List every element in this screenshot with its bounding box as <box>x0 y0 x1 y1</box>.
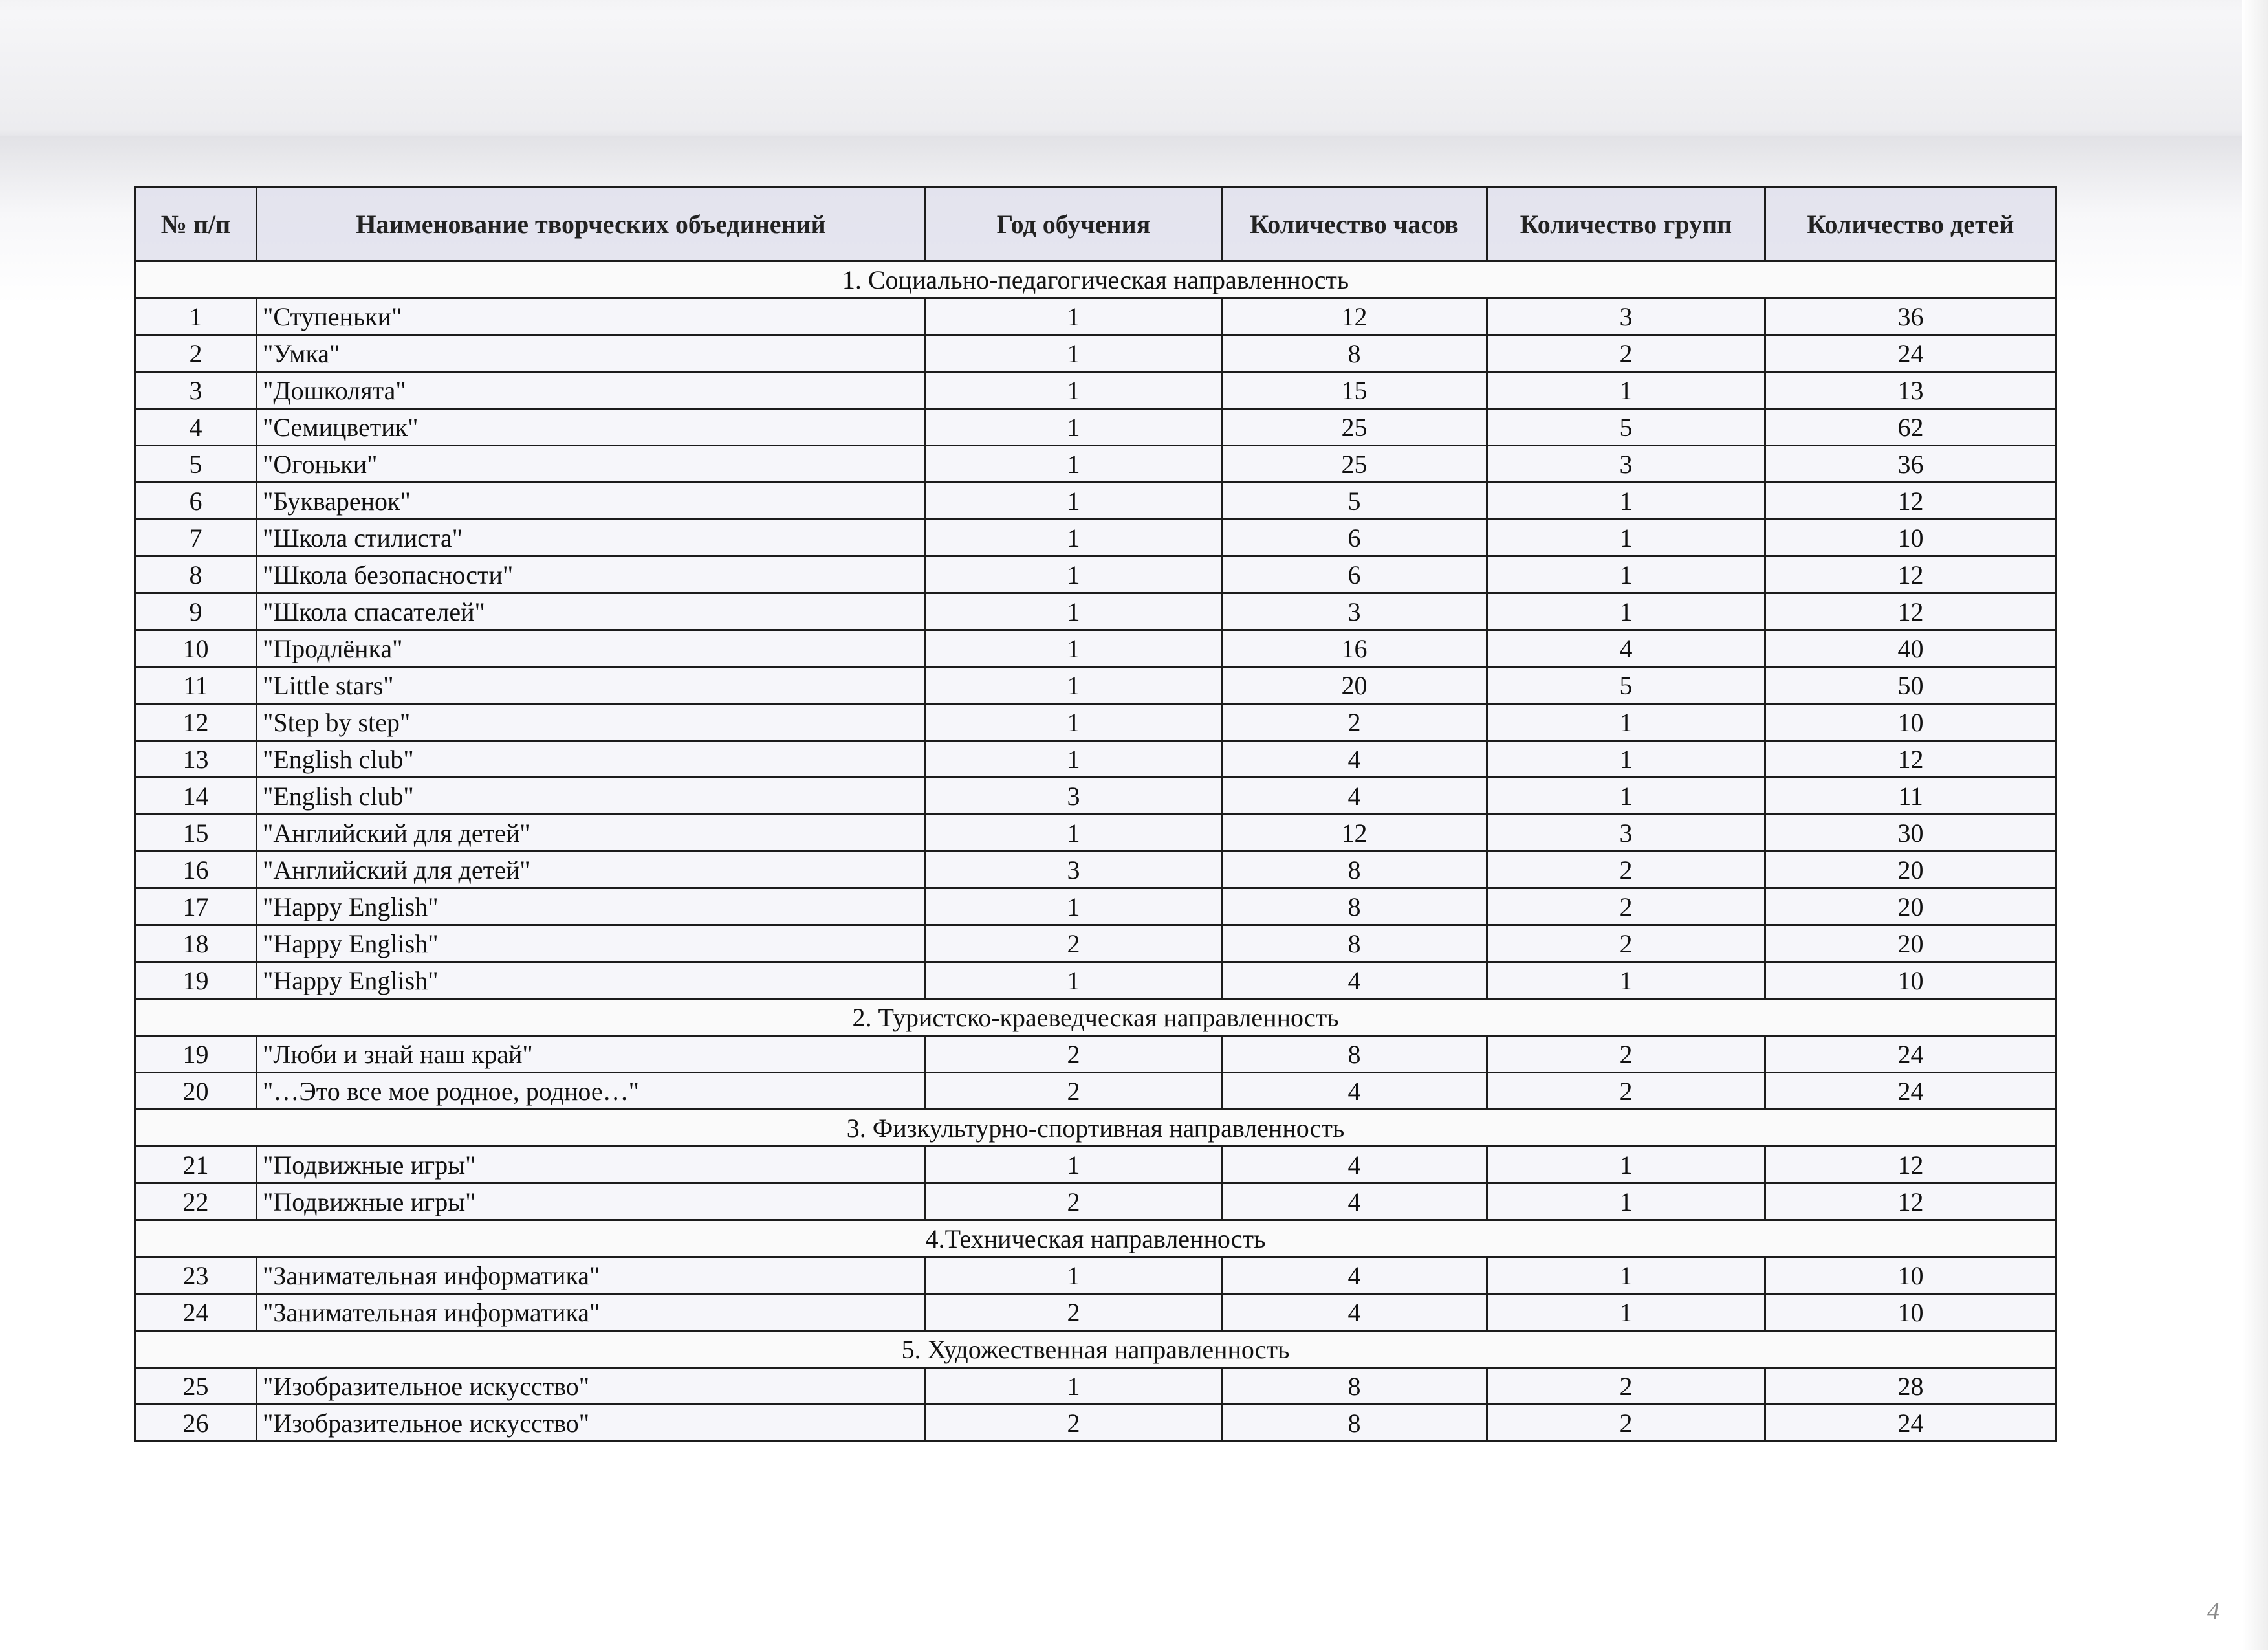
cell-children: 12 <box>1765 556 2056 593</box>
cell-groups: 4 <box>1487 630 1765 667</box>
cell-children: 12 <box>1765 483 2056 520</box>
cell-year: 2 <box>926 1036 1222 1073</box>
cell-name: "Little stars" <box>257 667 926 704</box>
cell-children: 40 <box>1765 630 2056 667</box>
cell-hours: 3 <box>1222 593 1487 630</box>
cell-number: 17 <box>135 888 257 925</box>
cell-name: "Подвижные игры" <box>257 1147 926 1183</box>
cell-number: 8 <box>135 556 257 593</box>
cell-hours: 4 <box>1222 741 1487 778</box>
section-row <box>135 1110 2056 1147</box>
cell-number: 4 <box>135 409 257 446</box>
cell-year: 1 <box>926 409 1222 446</box>
cell-groups: 1 <box>1487 704 1765 741</box>
header-children: Количество детей <box>1765 187 2056 261</box>
cell-year: 1 <box>926 630 1222 667</box>
cell-hours: 4 <box>1222 1147 1487 1183</box>
cell-hours: 25 <box>1222 446 1487 483</box>
table-row <box>135 1036 2056 1073</box>
cell-number: 6 <box>135 483 257 520</box>
cell-hours: 8 <box>1222 335 1487 372</box>
cell-children: 62 <box>1765 409 2056 446</box>
cell-name: "Подвижные игры" <box>257 1183 926 1220</box>
cell-children: 24 <box>1765 335 2056 372</box>
cell-year: 1 <box>926 593 1222 630</box>
cell-year: 1 <box>926 372 1222 409</box>
table-row <box>135 888 2056 925</box>
cell-number: 26 <box>135 1405 257 1442</box>
cell-children: 10 <box>1765 1257 2056 1294</box>
table-row <box>135 1147 2056 1183</box>
table-row <box>135 925 2056 962</box>
cell-year: 3 <box>926 852 1222 888</box>
cell-groups: 1 <box>1487 1257 1765 1294</box>
table-row <box>135 1073 2056 1110</box>
table-row <box>135 483 2056 520</box>
cell-number: 3 <box>135 372 257 409</box>
cell-number: 22 <box>135 1183 257 1220</box>
cell-children: 11 <box>1765 778 2056 815</box>
cell-groups: 1 <box>1487 556 1765 593</box>
cell-children: 24 <box>1765 1405 2056 1442</box>
cell-groups: 3 <box>1487 815 1765 852</box>
cell-groups: 2 <box>1487 1073 1765 1110</box>
cell-year: 1 <box>926 520 1222 556</box>
cell-groups: 1 <box>1487 520 1765 556</box>
cell-name: "Огоньки" <box>257 446 926 483</box>
cell-number: 20 <box>135 1073 257 1110</box>
cell-name: "Школа спасателей" <box>257 593 926 630</box>
cell-groups: 2 <box>1487 1405 1765 1442</box>
table-row <box>135 741 2056 778</box>
section-title: 4.Техническая направленность <box>135 1220 2056 1257</box>
cell-children: 13 <box>1765 372 2056 409</box>
table-row <box>135 1368 2056 1405</box>
section-row <box>135 1220 2056 1257</box>
cell-year: 1 <box>926 741 1222 778</box>
table-row <box>135 409 2056 446</box>
cell-children: 12 <box>1765 741 2056 778</box>
cell-number: 14 <box>135 778 257 815</box>
cell-groups: 2 <box>1487 925 1765 962</box>
cell-groups: 1 <box>1487 1147 1765 1183</box>
header-name: Наименование творческих объединений <box>257 187 926 261</box>
cell-hours: 4 <box>1222 962 1487 999</box>
table-row <box>135 335 2056 372</box>
cell-groups: 1 <box>1487 1294 1765 1331</box>
cell-number: 21 <box>135 1147 257 1183</box>
cell-children: 28 <box>1765 1368 2056 1405</box>
cell-name: "English club" <box>257 778 926 815</box>
cell-groups: 2 <box>1487 335 1765 372</box>
cell-hours: 25 <box>1222 409 1487 446</box>
table-row <box>135 593 2056 630</box>
cell-year: 1 <box>926 704 1222 741</box>
cell-year: 1 <box>926 1147 1222 1183</box>
cell-number: 7 <box>135 520 257 556</box>
table-row <box>135 1294 2056 1331</box>
cell-number: 23 <box>135 1257 257 1294</box>
table-row <box>135 372 2056 409</box>
section-title: 5. Художественная направленность <box>135 1331 2056 1368</box>
cell-children: 20 <box>1765 888 2056 925</box>
programs-table <box>134 186 2057 1442</box>
table-row <box>135 704 2056 741</box>
cell-groups: 1 <box>1487 741 1765 778</box>
cell-groups: 1 <box>1487 372 1765 409</box>
cell-number: 19 <box>135 1036 257 1073</box>
cell-number: 10 <box>135 630 257 667</box>
cell-children: 36 <box>1765 446 2056 483</box>
cell-number: 19 <box>135 962 257 999</box>
cell-number: 18 <box>135 925 257 962</box>
cell-hours: 6 <box>1222 520 1487 556</box>
cell-number: 15 <box>135 815 257 852</box>
cell-children: 24 <box>1765 1073 2056 1110</box>
cell-hours: 15 <box>1222 372 1487 409</box>
cell-year: 1 <box>926 1257 1222 1294</box>
table-row <box>135 630 2056 667</box>
cell-year: 3 <box>926 778 1222 815</box>
header-hours: Количество часов <box>1222 187 1487 261</box>
table-header-row <box>135 187 2056 261</box>
header-year: Год обучения <box>926 187 1222 261</box>
cell-year: 1 <box>926 556 1222 593</box>
cell-groups: 3 <box>1487 446 1765 483</box>
cell-hours: 2 <box>1222 704 1487 741</box>
cell-name: "Английский для детей" <box>257 852 926 888</box>
cell-number: 9 <box>135 593 257 630</box>
cell-children: 20 <box>1765 852 2056 888</box>
cell-name: "Занимательная информатика" <box>257 1257 926 1294</box>
table-row <box>135 1257 2056 1294</box>
cell-hours: 8 <box>1222 852 1487 888</box>
table-row <box>135 556 2056 593</box>
cell-name: "Люби и знай наш край" <box>257 1036 926 1073</box>
table-row <box>135 778 2056 815</box>
cell-number: 2 <box>135 335 257 372</box>
scan-top-shading <box>0 0 2268 136</box>
cell-name: "Happy English" <box>257 925 926 962</box>
cell-hours: 16 <box>1222 630 1487 667</box>
cell-groups: 5 <box>1487 409 1765 446</box>
page-number: 4 <box>2207 1598 2219 1625</box>
table-row <box>135 852 2056 888</box>
cell-children: 12 <box>1765 593 2056 630</box>
cell-number: 5 <box>135 446 257 483</box>
cell-name: "Семицветик" <box>257 409 926 446</box>
section-row <box>135 999 2056 1036</box>
cell-children: 36 <box>1765 298 2056 335</box>
section-title: 2. Туристско-краеведческая направленность <box>135 999 2056 1036</box>
table-body <box>135 261 2056 1442</box>
cell-children: 24 <box>1765 1036 2056 1073</box>
cell-groups: 2 <box>1487 888 1765 925</box>
cell-number: 13 <box>135 741 257 778</box>
cell-groups: 1 <box>1487 962 1765 999</box>
cell-number: 25 <box>135 1368 257 1405</box>
cell-year: 2 <box>926 1405 1222 1442</box>
cell-name: "Букваренок" <box>257 483 926 520</box>
cell-year: 1 <box>926 1368 1222 1405</box>
cell-year: 1 <box>926 962 1222 999</box>
table-row <box>135 298 2056 335</box>
cell-name: "Изобразительное искусство" <box>257 1368 926 1405</box>
cell-children: 10 <box>1765 704 2056 741</box>
cell-year: 2 <box>926 925 1222 962</box>
table-row <box>135 815 2056 852</box>
cell-children: 10 <box>1765 962 2056 999</box>
section-title: 3. Физкультурно-спортивная направленность <box>135 1110 2056 1147</box>
cell-name: "Школа стилиста" <box>257 520 926 556</box>
cell-year: 1 <box>926 815 1222 852</box>
cell-year: 2 <box>926 1294 1222 1331</box>
cell-groups: 1 <box>1487 483 1765 520</box>
cell-groups: 3 <box>1487 298 1765 335</box>
cell-hours: 8 <box>1222 925 1487 962</box>
header-groups: Количество групп <box>1487 187 1765 261</box>
cell-name: "Ступеньки" <box>257 298 926 335</box>
cell-hours: 4 <box>1222 1073 1487 1110</box>
cell-number: 12 <box>135 704 257 741</box>
cell-groups: 1 <box>1487 593 1765 630</box>
cell-children: 20 <box>1765 925 2056 962</box>
cell-hours: 5 <box>1222 483 1487 520</box>
cell-children: 10 <box>1765 520 2056 556</box>
cell-number: 16 <box>135 852 257 888</box>
cell-groups: 1 <box>1487 1183 1765 1220</box>
cell-name: "Продлёнка" <box>257 630 926 667</box>
cell-hours: 8 <box>1222 1036 1487 1073</box>
cell-name: "Занимательная информатика" <box>257 1294 926 1331</box>
cell-hours: 8 <box>1222 1368 1487 1405</box>
cell-children: 50 <box>1765 667 2056 704</box>
cell-year: 1 <box>926 335 1222 372</box>
table-row <box>135 1405 2056 1442</box>
cell-name: "…Это все мое родное, родное…" <box>257 1073 926 1110</box>
cell-name: "Дошколята" <box>257 372 926 409</box>
cell-name: "Happy English" <box>257 888 926 925</box>
cell-hours: 8 <box>1222 1405 1487 1442</box>
cell-children: 30 <box>1765 815 2056 852</box>
cell-year: 1 <box>926 446 1222 483</box>
cell-groups: 2 <box>1487 1036 1765 1073</box>
cell-year: 1 <box>926 667 1222 704</box>
cell-name: "Английский для детей" <box>257 815 926 852</box>
cell-hours: 20 <box>1222 667 1487 704</box>
section-title: 1. Социально-педагогическая направленность <box>135 261 2056 298</box>
cell-name: "English club" <box>257 741 926 778</box>
cell-hours: 12 <box>1222 298 1487 335</box>
cell-year: 2 <box>926 1183 1222 1220</box>
table-row <box>135 1183 2056 1220</box>
cell-number: 24 <box>135 1294 257 1331</box>
cell-hours: 12 <box>1222 815 1487 852</box>
cell-hours: 4 <box>1222 1294 1487 1331</box>
cell-groups: 5 <box>1487 667 1765 704</box>
table-row <box>135 962 2056 999</box>
cell-name: "Изобразительное искусство" <box>257 1405 926 1442</box>
cell-hours: 4 <box>1222 1183 1487 1220</box>
scan-right-edge <box>2242 0 2268 1650</box>
cell-children: 12 <box>1765 1183 2056 1220</box>
header-number: № п/п <box>135 187 257 261</box>
cell-name: "Умка" <box>257 335 926 372</box>
cell-year: 1 <box>926 888 1222 925</box>
cell-hours: 4 <box>1222 778 1487 815</box>
cell-groups: 2 <box>1487 1368 1765 1405</box>
cell-year: 1 <box>926 483 1222 520</box>
cell-children: 10 <box>1765 1294 2056 1331</box>
section-row <box>135 1331 2056 1368</box>
table-row <box>135 520 2056 556</box>
section-row <box>135 261 2056 298</box>
cell-number: 1 <box>135 298 257 335</box>
cell-hours: 6 <box>1222 556 1487 593</box>
table-row <box>135 446 2056 483</box>
cell-hours: 8 <box>1222 888 1487 925</box>
cell-name: "Happy English" <box>257 962 926 999</box>
cell-groups: 2 <box>1487 852 1765 888</box>
cell-name: "Step by step" <box>257 704 926 741</box>
cell-year: 1 <box>926 298 1222 335</box>
cell-children: 12 <box>1765 1147 2056 1183</box>
cell-name: "Школа безопасности" <box>257 556 926 593</box>
cell-hours: 4 <box>1222 1257 1487 1294</box>
table-row <box>135 667 2056 704</box>
cell-groups: 1 <box>1487 778 1765 815</box>
cell-number: 11 <box>135 667 257 704</box>
cell-year: 2 <box>926 1073 1222 1110</box>
